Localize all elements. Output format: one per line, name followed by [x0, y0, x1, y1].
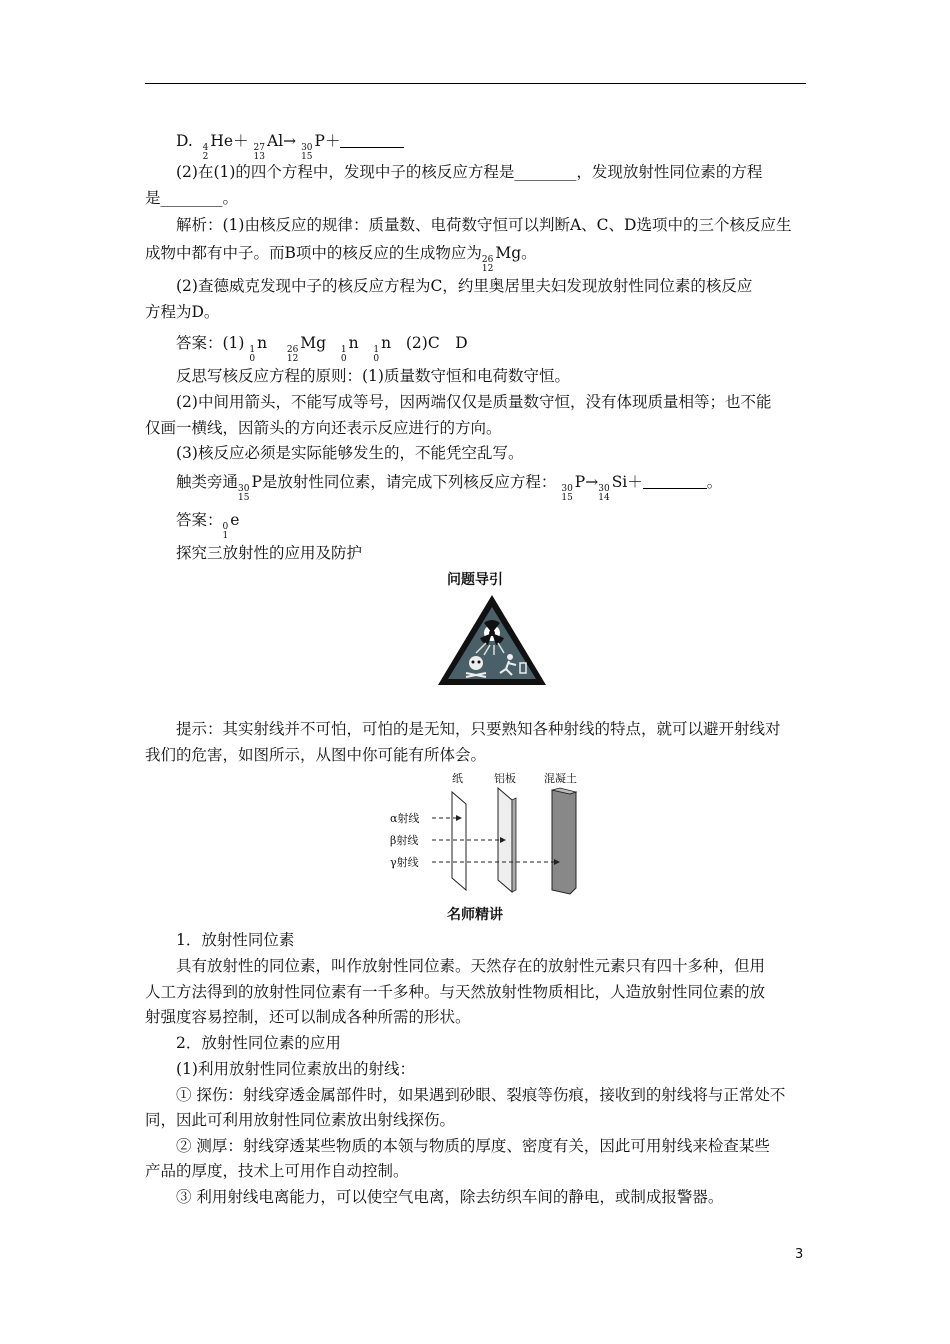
p2-item1-line2: 同，因此可利用放射性同位素放出射线探伤。: [145, 1111, 456, 1129]
analysis-line3: (2)查德威克发现中子的核反应方程为C，约里奥居里夫妇发现放射性同位素的核反应: [176, 277, 753, 295]
answer-2: 答案： 0 1 e: [176, 511, 240, 541]
answer-1: 答案：(1) 1 0 n 26 12 Mg 1 0 n 1 0 n (2)C D: [176, 334, 468, 364]
option-d: D. 4 2 He＋ 27 13 Al→ 30 15 P＋: [176, 131, 404, 162]
page-number: 3: [795, 1247, 804, 1262]
question-2-line1: (2)在(1)的四个方程中，发现中子的核反应方程是________，发现放射性同位素的方程: [176, 163, 763, 181]
reflect-line4: (3)核反应必须是实际能够发生的，不能凭空乱写。: [176, 444, 524, 462]
label-lead: 铝板: [494, 772, 516, 785]
hint-line2: 我们的危害，如图所示，从图中你可能有所体会。: [145, 746, 487, 764]
header-rule: [145, 83, 806, 84]
heading-teacher: 名师精讲: [447, 907, 503, 923]
label-gamma: γ射线: [390, 856, 419, 869]
p2-item1-line1: ① 探伤：射线穿透金属部件时，如果遇到砂眼、裂痕等伤痕，接收到的射线将与正常处不: [176, 1086, 786, 1104]
reflect-line1: 反思写核反应方程的原则：(1)质量数守恒和电荷数守恒。: [176, 367, 570, 385]
p1-title: 1．放射性同位素: [176, 931, 295, 949]
p2-item2-line1: ② 测厚：射线穿透某些物质的本领与物质的厚度、密度有关，因此可用射线来检查某些: [176, 1137, 770, 1155]
reflect-line3: 仅画一横线，因箭头的方向还表示反应进行的方向。: [145, 419, 502, 437]
analog-question: 触类旁通 30 15 P是放射性同位素，请完成下列核反应方程： 30 15 P→ 30 14 Si＋ 。: [176, 473, 723, 503]
p1-line2: 人工方法得到的放射性同位素有一千多种。与天然放射性物质相比，人造放射性同位素的放: [145, 983, 766, 1001]
p1-line1: 具有放射性的同位素，叫作放射性同位素。天然存在的放射性元素只有四十多种，但用: [176, 957, 766, 975]
heading-guide: 问题导引: [447, 572, 503, 588]
analysis-line1: 解析：(1)由核反应的规律：质量数、电荷数守恒可以判断A、C、D选项中的三个核反应生: [176, 216, 792, 234]
hint-line1: 提示：其实射线并不可怕，可怕的是无知，只要熟知各种射线的特点，就可以避开射线对: [176, 720, 781, 738]
p2-item2-line2: 产品的厚度，技术上可用作自动控制。: [145, 1162, 409, 1180]
label-beta: β射线: [390, 834, 419, 847]
analysis-line4: 方程为D。: [145, 303, 220, 321]
p2-sub1: (1)利用放射性同位素放出的射线：: [176, 1060, 415, 1078]
analysis-line2: 成物中都有中子。而B项中的核反应的生成物应为 26 12 Mg。: [145, 244, 537, 274]
p1-line3: 射强度容易控制，还可以制成各种所需的形状。: [145, 1008, 471, 1026]
label-alpha: α射线: [390, 812, 420, 825]
radiation-warning-icon: [436, 593, 548, 688]
label-paper: 纸: [452, 772, 463, 785]
label-concrete: 混凝土: [544, 772, 577, 785]
section-3-title: 探究三放射性的应用及防护: [176, 544, 363, 562]
p2-title: 2．放射性同位素的应用: [176, 1034, 341, 1052]
reflect-line2: (2)中间用箭头，不能写成等号，因两端仅仅是质量数守恒，没有体现质量相等；也不能: [176, 393, 772, 411]
p2-item3: ③ 利用射线电离能力，可以使空气电离，除去纺织车间的静电，或制成报警器。: [176, 1188, 724, 1206]
question-2-line2: 是________。: [145, 189, 239, 207]
ray-penetration-figure: [390, 770, 600, 900]
ray-diagram: [390, 770, 600, 900]
